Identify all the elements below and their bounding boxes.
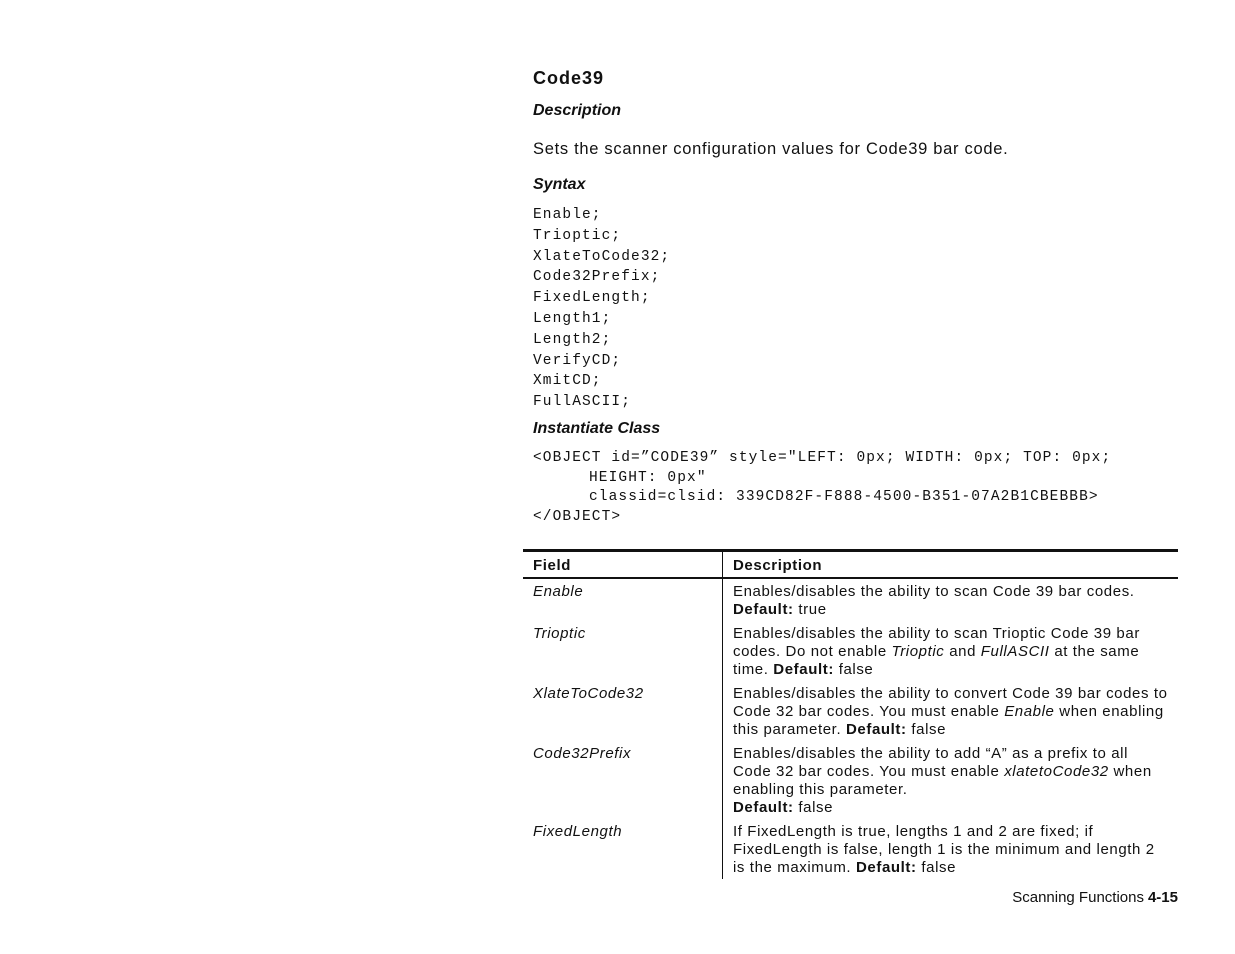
parameter-reference: FullASCII xyxy=(980,643,1050,660)
default-label: Default: xyxy=(845,721,907,738)
syntax-line: Length1; xyxy=(533,310,612,327)
instantiate-line: HEIGHT: 0px" xyxy=(589,469,707,486)
table-row xyxy=(523,578,1178,621)
footer-page-number: 4-15 xyxy=(1147,889,1178,906)
instantiate-line: classid=clsid: 339CD82F-F888-4500-B351-07A2B1CBEBBB> xyxy=(589,489,1099,506)
field-table xyxy=(523,549,1178,879)
description-text: when enabling this parameter. xyxy=(733,703,1164,738)
syntax-line: FullASCII; xyxy=(533,394,632,411)
syntax-line: FixedLength; xyxy=(533,290,651,307)
description-text: false xyxy=(906,721,947,738)
instantiate-line: <OBJECT id=”CODE39” style="LEFT: 0px; WIDTH: 0px; TOP: 0px; xyxy=(533,450,1112,466)
description-text: false xyxy=(793,799,834,816)
field-description-cell xyxy=(723,578,1179,621)
syntax-line: XlateToCode32; xyxy=(533,248,671,265)
description-text: false xyxy=(833,661,874,678)
page-footer xyxy=(1012,889,1178,906)
field-name-cell: Enable xyxy=(523,578,723,621)
description-text: Enables/disables the ability to convert Code 39 bar codes to Code 32 bar codes. You must enable xyxy=(733,685,1168,720)
description-text: when enabling this parameter. xyxy=(733,763,1152,798)
default-label: Default: xyxy=(773,661,834,678)
field-description-cell xyxy=(723,819,1179,879)
description-heading: Description xyxy=(533,102,622,119)
field-name-cell: Code32Prefix xyxy=(523,741,723,819)
syntax-line: XmitCD; xyxy=(533,373,602,390)
description-text: Enables/disables the ability to scan Trioptic Code 39 bar codes. Do not enable xyxy=(733,625,1140,660)
table-row xyxy=(523,621,1178,681)
header-description: Description xyxy=(723,551,1179,579)
table-row xyxy=(523,681,1178,741)
page-title: Code39 xyxy=(533,68,605,88)
syntax-line: Code32Prefix; xyxy=(533,269,661,286)
header-field: Field xyxy=(523,551,723,579)
description-text: Enables/disables the ability to scan Code 39 bar codes. xyxy=(733,583,1135,600)
field-description-cell xyxy=(723,681,1179,741)
parameter-reference: Trioptic xyxy=(891,643,945,660)
footer-section: Scanning Functions xyxy=(1012,889,1144,906)
default-label: Default: xyxy=(855,859,917,876)
table-header-row xyxy=(523,551,1178,579)
description-text: at the same time. xyxy=(733,643,1140,678)
syntax-line: Trioptic; xyxy=(533,227,622,244)
syntax-line: Enable; xyxy=(533,207,602,223)
instantiate-heading: Instantiate Class xyxy=(533,420,661,437)
field-name-cell: Trioptic xyxy=(523,621,723,681)
description-text: true xyxy=(793,601,827,618)
field-description-cell xyxy=(723,741,1179,819)
instantiate-line: </OBJECT> xyxy=(533,508,622,525)
description-text: false xyxy=(916,859,957,876)
syntax-heading: Syntax xyxy=(533,176,586,193)
description-text: Sets the scanner configuration values for Code39 bar code. xyxy=(533,140,1009,158)
default-label: Default: xyxy=(733,799,794,816)
field-name-cell: FixedLength xyxy=(523,819,723,879)
description-text: Enables/disables the ability to add “A” as a prefix to all Code 32 bar codes. You must enable xyxy=(733,745,1128,780)
syntax-code-block xyxy=(533,205,670,413)
field-name-cell: XlateToCode32 xyxy=(523,681,723,741)
parameter-reference: xlatetoCode32 xyxy=(1004,763,1109,780)
table-row xyxy=(523,741,1178,819)
parameter-reference: Enable xyxy=(1004,703,1055,720)
default-label: Default: xyxy=(733,601,794,618)
syntax-line: Length2; xyxy=(533,331,612,348)
description-text: If FixedLength is true, lengths 1 and 2 are fixed; if FixedLength is false, length 1 is the minimum and length 2 is the maximum. xyxy=(733,823,1155,876)
table-row xyxy=(523,819,1178,879)
description-text: and xyxy=(944,643,981,660)
instantiate-code-block xyxy=(533,449,1111,527)
syntax-line: VerifyCD; xyxy=(533,352,622,369)
field-description-cell xyxy=(723,621,1179,681)
